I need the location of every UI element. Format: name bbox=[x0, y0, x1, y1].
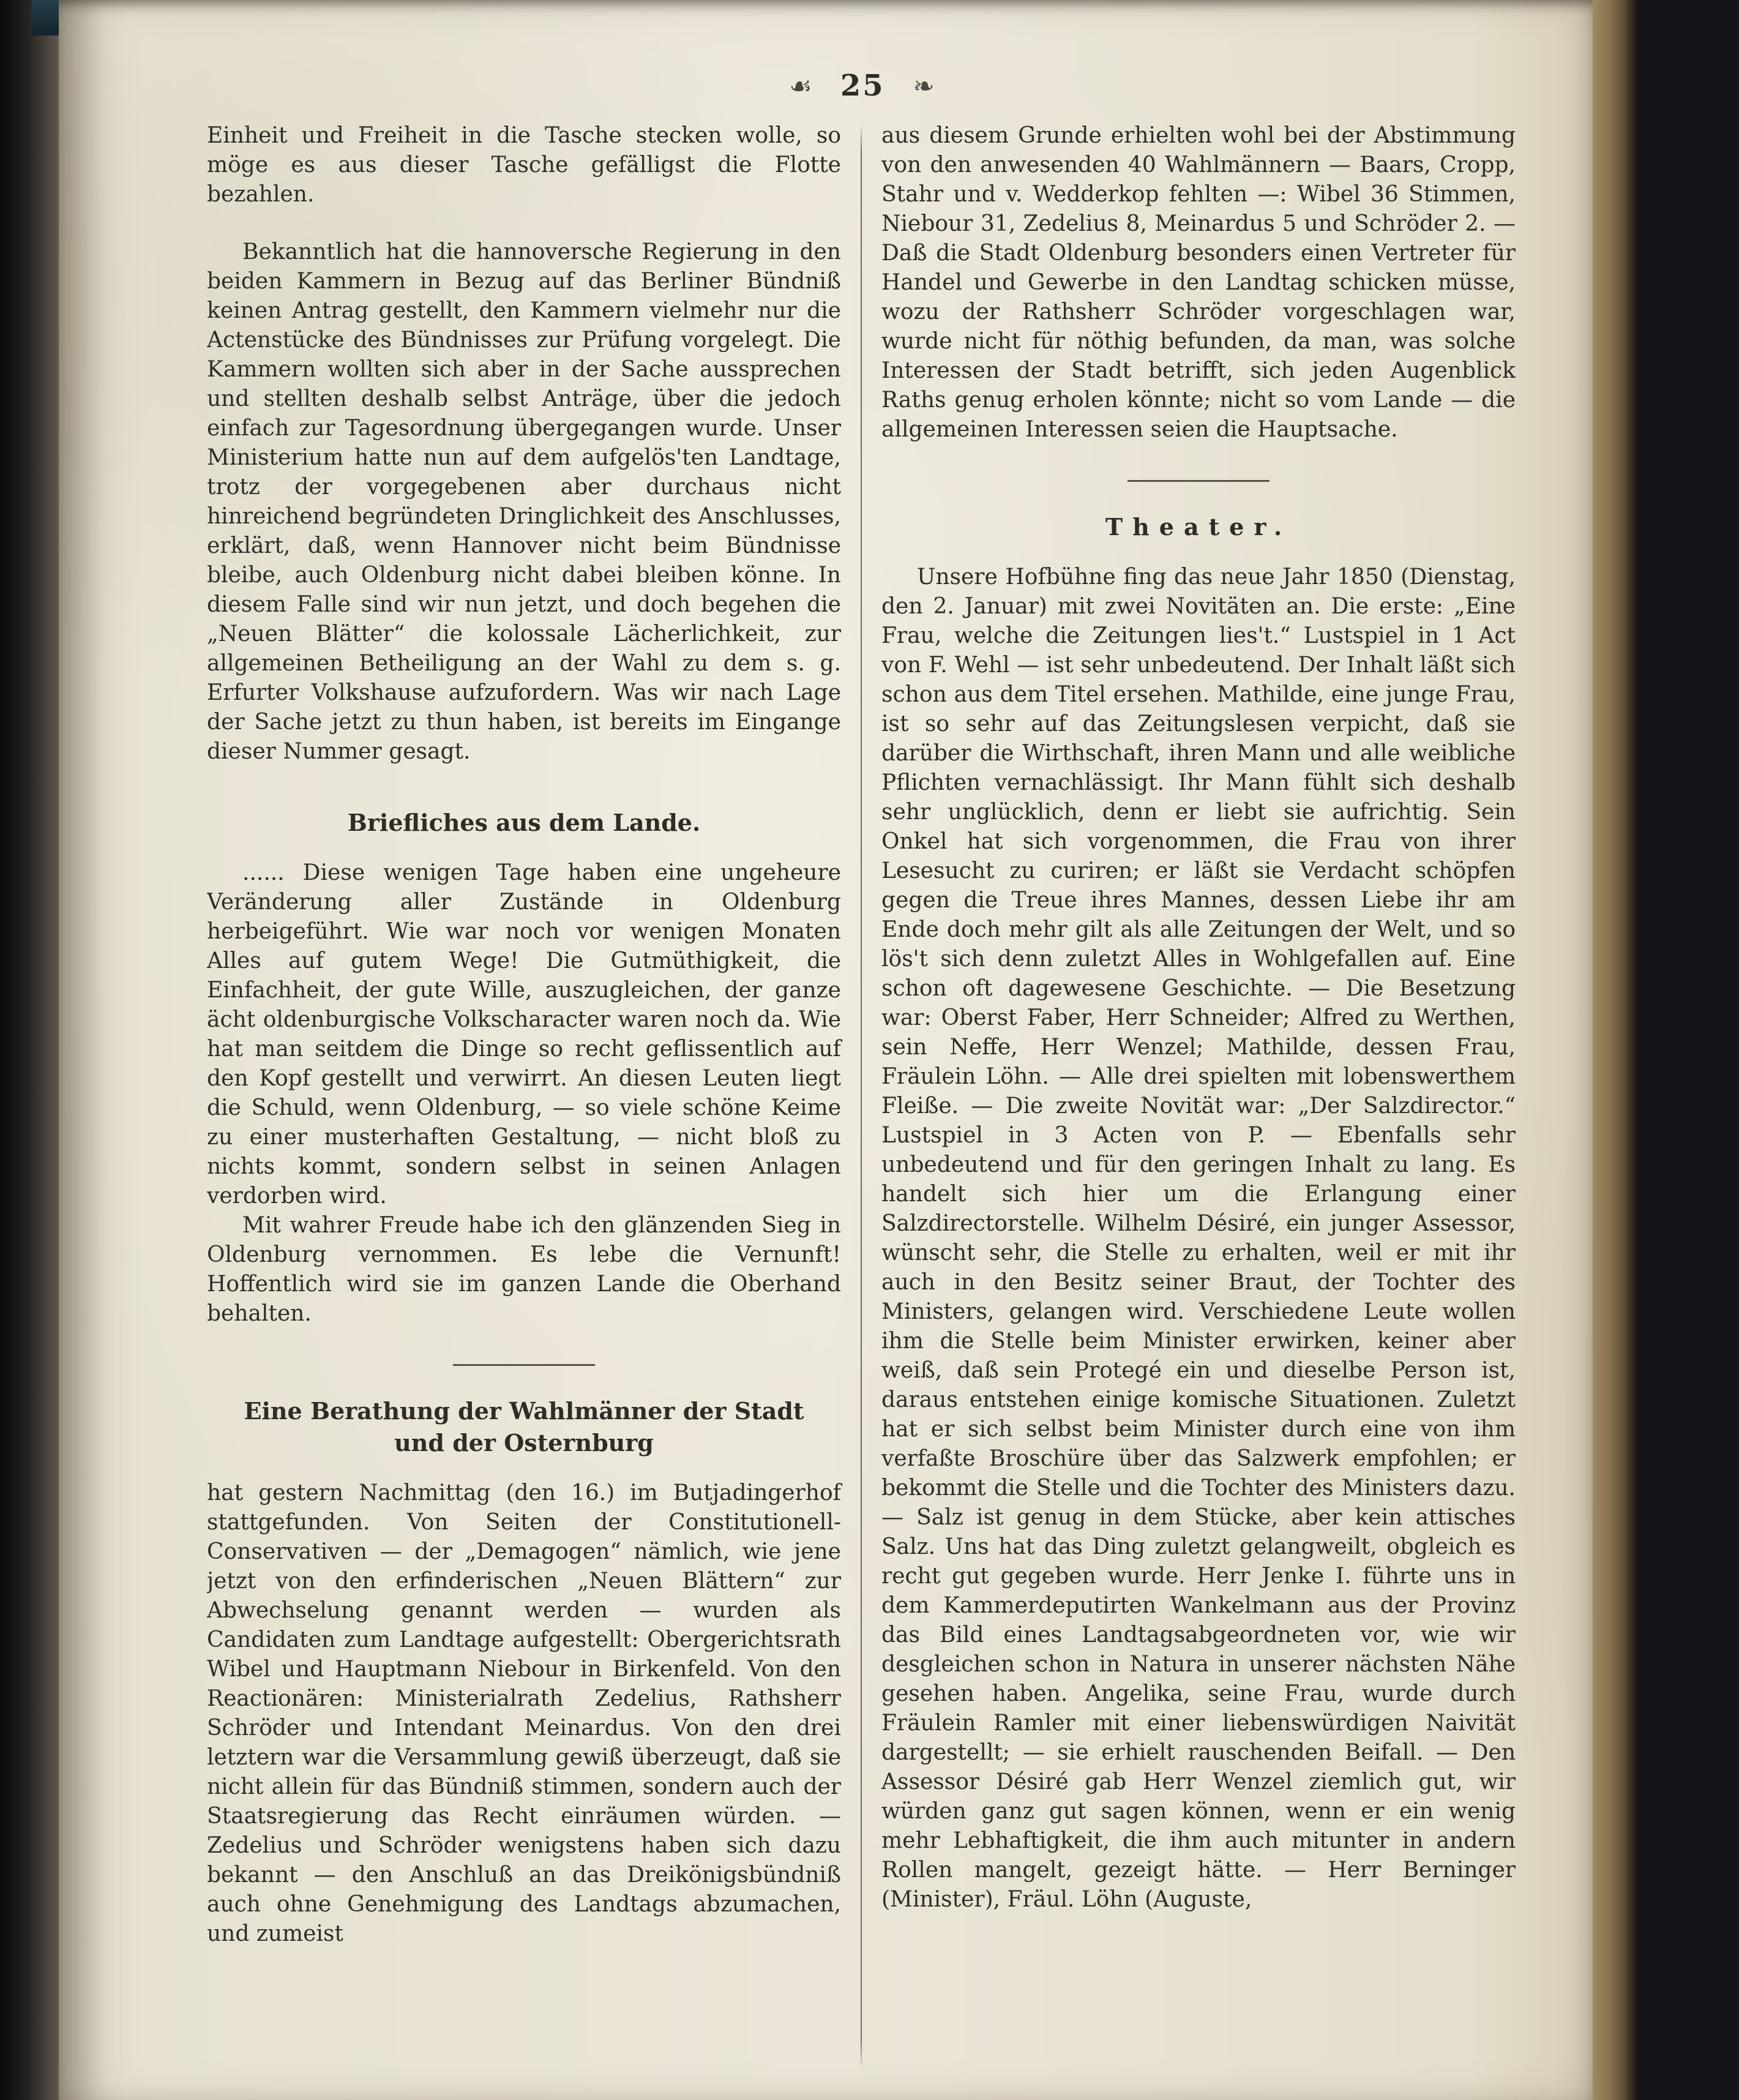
fleuron-ornament-right-icon: ❧ bbox=[913, 70, 935, 101]
paragraph: Unsere Hofbühne fing das neue Jahr 1850 (Dienstag, den 2. Januar) mit zwei Novitäten an. Die erste: „Eine Frau, welche die Zeitungen lies't.“ Lustspiel in 1 Act von F. Wehl — ist sehr unbedeutend. Der Inhalt läßt sich schon aus dem Titel ersehen. Mathilde, eine junge Frau, ist so sehr auf das Zeitungslesen verpicht, daß sie darüber die Wirthschaft, ihren Mann und alle weibliche Pflichten vernachlässigt. Ihr Mann fühlt sich deshalb sehr unglücklich, denn er liebt sie aufrichtig. Sein Onkel hat sich vorgenommen, die Frau von ihrer Lesesucht zu curiren; er läßt sie Verdacht schöpfen gegen die Treue ihres Mannes, dessen Liebe ihr am Ende doch mehr gilt als alle Zeitungen der Welt, und so lös't sich denn zuletzt Alles in Wohlgefallen auf. Eine schon oft dagewesene Geschichte. — Die Besetzung war: Oberst Faber, Herr Schneider; Alfred zu Werthen, sein Neffe, Herr Wenzel; Mathilde, dessen Frau, Fräulein Löhn. — Alle drei spielten mit lobenswerthem Fleiße. — Die zweite Novität war: „Der Salzdirector.“ Lustspiel in 3 Acten von P. — Ebenfalls sehr unbedeutend und für den geringen Inhalt zu lang. Es handelt sich hier um die Erlangung einer Salzdirectorstelle. Wilhelm Désiré, ein junger Assessor, wünscht sehr, die Stelle zu erhalten, weil er mit ihr auch in den Besitz seiner Braut, der Tochter des Ministers, gelangen wird. Verschiedene Leute wollen ihm die Stelle beim Minister erwirken, keiner aber weiß, daß sein Protegé ein und dieselbe Person ist, daraus entstehen einige komische Situationen. Zuletzt hat er sich selbst beim Minister durch eine von ihm verfaßte Broschüre über das Salzwerk empfohlen; er bekommt die Stelle und die Tochter des Ministers dazu. — Salz ist genug in dem Stücke, aber kein attisches Salz. Uns hat das Ding zuletzt gelangweilt, obgleich es recht gut gegeben wurde. Herr Jenke I. führte uns in dem Kammerdeputirten Wankelmann aus der Provinz das Bild eines Landtagsabgeordneten vor, wie wir desgleichen schon in Natura in unserer nächsten Nähe gesehen haben. Angelika, seine Frau, wurde durch Fräulein Ramler mit einer liebenswürdigen Naivität dargestellt; — sie erhielt rauschenden Beifall. — Den Assessor Désiré gab Herr Wenzel ziemlich gut, wir würden ganz gut sagen können, wenn er ein wenig mehr Lebhaftigkeit, die ihm auch mitunter in andern Rollen mangelt, gezeigt hätte. — Herr Berninger (Minister), Fräul. Löhn (Auguste, bbox=[881, 564, 1516, 1912]
page-header bbox=[207, 69, 1517, 103]
left-column bbox=[207, 121, 841, 2068]
paragraph: ...... Diese wenigen Tage haben eine ungeheure Veränderung aller Zustände in Oldenburg herbeigeführt. Wie war noch vor wenigen Monaten Alles auf gutem Wege! Die Gutmüthigkeit, die Einfachheit, der gute Wille, auszugleichen, der ganze ächt oldenburgische Volkscharacter waren noch da. Wie hat man seitdem die Dinge so recht geflissentlich auf den Kopf gestellt und verwirrt. An diesen Leuten liegt die Schuld, wenn Oldenburg, — so viele schöne Keime zu einer musterhaften Gestaltung, — nicht bloß zu nichts kommt, sondern selbst in seinen Anlagen verdorben wird. bbox=[207, 860, 841, 1209]
section-heading-theater: Theater. bbox=[1105, 513, 1292, 541]
paragraph-continuation: aus diesem Grunde erhielten wohl bei der Abstimmung von den anwesenden 40 Wahlmännern — Baars, Cropp, Stahr und v. Wedderkop fehlten —: Wibel 36 Stimmen, Niebour 31, Zedelius 8, Meinardus 5 und Schröder 2. — Daß die Stadt Oldenburg besonders einen Vertreter für Handel und Gewerbe in den Landtag schicken müsse, wozu der Rathsherr Schröder vorgeschlagen war, wurde nicht für nöthig befunden, da man, was solche Interessen der Stadt betrifft, sich jeden Augenblick Raths genug erholen könnte; nicht so vom Lande — die allgemeinen Interessen seien die Hauptsache. bbox=[881, 123, 1516, 442]
text-columns bbox=[207, 121, 1517, 2068]
section-divider-rule bbox=[1128, 480, 1270, 482]
page-number: 25 bbox=[840, 69, 885, 103]
page-fore-edge bbox=[1593, 0, 1637, 2100]
section-heading-berathung: Eine Berathung der Wahlmänner der Stadt und der Osternburg bbox=[244, 1397, 804, 1457]
newspaper-page bbox=[59, 0, 1593, 2100]
paragraph: Mit wahrer Freude habe ich den glänzenden Sieg in Oldenburg vernommen. Es lebe die Vernunft! Hoffentlich wird sie im ganzen Lande die Oberhand behalten. bbox=[207, 1213, 841, 1326]
paragraph: Bekanntlich hat die hannoversche Regierung in den beiden Kammern in Bezug auf das Berliner Bündniß keinen Antrag gestellt, den Kammern vielmehr nur die Actenstücke des Bündnisses zur Prüfung vorgelegt. Die Kammern wollten sich aber in der Sache aussprechen und stellten deshalb selbst Anträge, über die jedoch einfach zur Tagesordnung übergegangen wurde. Unser Ministerium hatte nun auf dem aufgelös'ten Landtage, trotz der vorgegebenen aber durchaus nicht hinreichend begründeten Dringlichkeit des Anschlusses, erklärt, daß, wenn Hannover nicht beim Bündnisse bleibe, auch Oldenburg nicht dabei bleiben könne. In diesem Falle sind wir nun jetzt, und doch begehen die „Neuen Blätter“ die kolossale Lächerlichkeit, zur allgemeinen Betheiligung an der Wahl zu dem s. g. Erfurter Volkshause aufzufordern. Was wir nach Lage der Sache jetzt zu thun haben, ist bereits im Eingange dieser Nummer gesagt. bbox=[207, 239, 841, 764]
section-heading-briefliches: Briefliches aus dem Lande. bbox=[347, 809, 701, 836]
right-column bbox=[881, 121, 1516, 2068]
paragraph: hat gestern Nachmittag (den 16.) im Butjadingerhof stattgefunden. Von Seiten der Constitutionell-Conservativen — der „Demagogen“ nämlich, wie jene jetzt von den erfinderischen „Neuen Blättern“ zur Abwechselung genannt werden — wurden als Candidaten zum Landtage aufgestellt: Obergerichtsrath Wibel und Hauptmann Niebour in Birkenfeld. Von den Reactionären: Ministerialrath Zedelius, Rathsherr Schröder und Intendant Meinardus. Von den drei letztern war die Versammlung gewiß überzeugt, daß sie nicht allein für das Bündniß stimmen, sondern auch der Staatsregierung das Recht einräumen würden. — Zedelius und Schröder wenigstens haben sich dazu bekannt — den Anschluß an das Dreikönigsbündniß auch ohne Genehmigung des Landtags abzumachen, und zumeist bbox=[207, 1480, 841, 1946]
fleuron-ornament-left-icon: ☙ bbox=[789, 70, 812, 101]
section-divider-rule bbox=[453, 1364, 595, 1366]
book-binding bbox=[0, 0, 59, 2100]
paragraph-continuation: Einheit und Freiheit in die Tasche stecken wolle, so möge es aus dieser Tasche gefälligst die Flotte bezahlen. bbox=[207, 123, 841, 207]
column-divider-rule bbox=[861, 124, 862, 2068]
